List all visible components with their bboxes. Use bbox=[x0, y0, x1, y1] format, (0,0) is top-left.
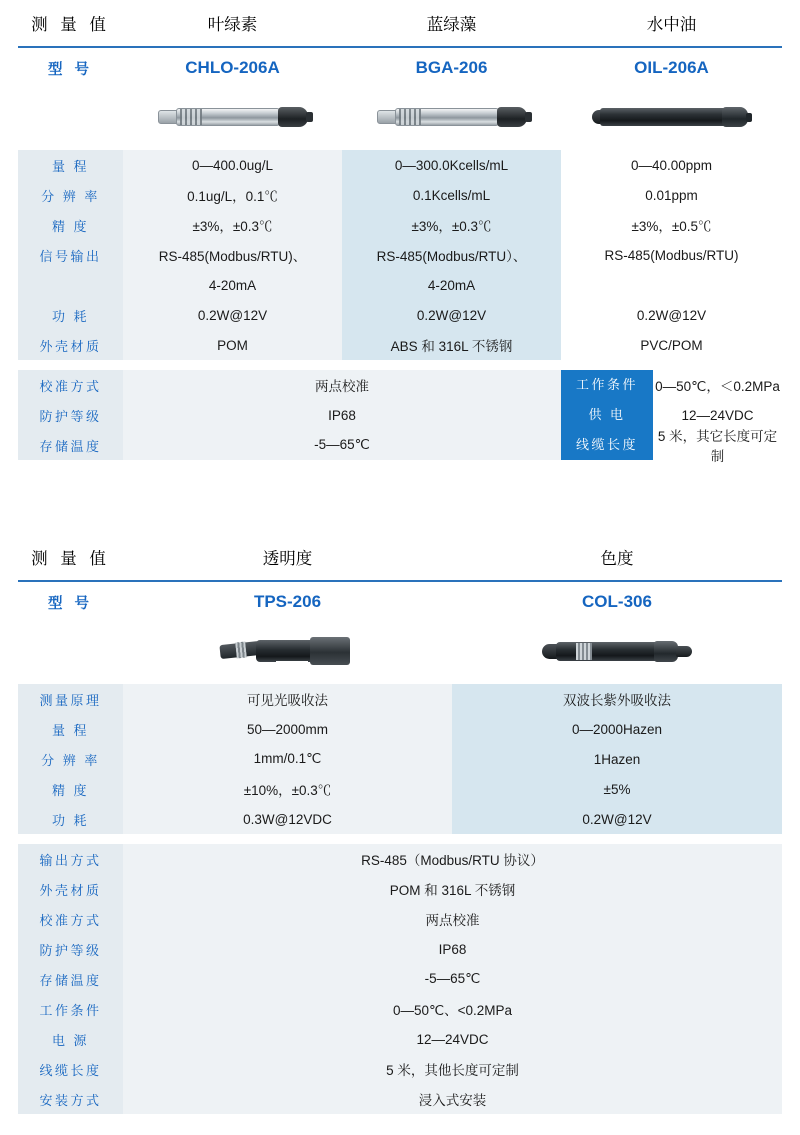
table2-merged-row-6 bbox=[18, 994, 782, 1024]
table1-spec-value-3-3: ±3%，±0.5℃ bbox=[561, 210, 782, 240]
table1-bottom-label-3: 存储温度 bbox=[18, 430, 123, 460]
table1-spec-value-3-1: ±3%，±0.3℃ bbox=[123, 210, 342, 240]
table2-merged-row-7 bbox=[18, 1024, 782, 1054]
table2-merged-value-2: POM 和 316L 不锈钢 bbox=[123, 874, 782, 904]
table1-spec-label-4: 信号输出 bbox=[18, 240, 123, 270]
table1-spec-value-1-1: 0—400.0ug/L bbox=[123, 150, 342, 180]
table2-merged-row-2 bbox=[18, 874, 782, 904]
spec-table-group-1 bbox=[18, 0, 782, 464]
table2-header-col-2: 色度 bbox=[600, 550, 634, 568]
table1-bottom-right-value-2: 12—24VDC bbox=[681, 407, 754, 423]
table2-spec-label-2: 量 程 bbox=[18, 714, 123, 744]
table2-merged-label-3: 校准方式 bbox=[18, 904, 123, 934]
colour-sensor-icon bbox=[542, 636, 692, 666]
table2-spec-value-1-2: 双波长紫外吸收法 bbox=[452, 684, 782, 714]
badge-working-condition: 工作条件 bbox=[561, 370, 653, 400]
table1-bottom-right-value-3: 5 米，其它长度可定制 bbox=[657, 429, 778, 464]
table2-spec-row-2 bbox=[18, 714, 782, 744]
table2-spec-label-3: 分 辨 率 bbox=[18, 744, 123, 774]
table2-merged-row-8 bbox=[18, 1054, 782, 1084]
table1-spec-value-6-3: 0.2W@12V bbox=[561, 300, 782, 330]
table1-spec-row-5 bbox=[18, 270, 782, 300]
table1-spec-label-6: 功 耗 bbox=[18, 300, 123, 330]
table1-model-label: 型 号 bbox=[47, 61, 94, 78]
table1-header-row bbox=[18, 0, 782, 46]
table1-spec-value-5-2: 4-20mA bbox=[342, 270, 561, 300]
table1-spec-value-3-2: ±3%，±0.3℃ bbox=[342, 210, 561, 240]
table2-model-value-2: COL-306 bbox=[582, 592, 652, 611]
table1-spec-row-2 bbox=[18, 180, 782, 210]
table1-product-image-3 bbox=[561, 88, 782, 150]
table2-model-value-1: TPS-206 bbox=[253, 592, 322, 611]
table2-merged-label-8: 线缆长度 bbox=[18, 1054, 123, 1084]
table1-spec-value-1-2: 0—300.0Kcells/mL bbox=[342, 150, 561, 180]
table1-spec-row-6 bbox=[18, 300, 782, 330]
table2-merged-row-5 bbox=[18, 964, 782, 994]
black-barrel-sensor-icon bbox=[592, 106, 752, 128]
table2-merged-row-3 bbox=[18, 904, 782, 934]
table1-spec-value-4-3: RS-485(Modbus/RTU) bbox=[561, 240, 782, 270]
table2-spec-value-2-1: 50—2000mm bbox=[123, 714, 452, 744]
table2-spec-value-3-1: 1mm/0.1℃ bbox=[123, 744, 452, 774]
table2-merged-label-7: 电 源 bbox=[18, 1024, 123, 1054]
table2-merged-label-9: 安装方式 bbox=[18, 1084, 123, 1114]
table2-merged-value-6: 0—50℃、<0.2MPa bbox=[123, 994, 782, 1024]
table1-spec-value-2-2: 0.1Kcells/mL bbox=[342, 180, 561, 210]
table2-merged-label-5: 存储温度 bbox=[18, 964, 123, 994]
table1-spec-value-2-3: 0.01ppm bbox=[561, 180, 782, 210]
table2-merged-value-9: 浸入式安装 bbox=[123, 1084, 782, 1114]
table1-spec-value-2-1: 0.1ug/L，0.1℃ bbox=[123, 180, 342, 210]
table2-merged-value-1: RS-485（Modbus/RTU 协议） bbox=[123, 844, 782, 874]
table1-spec-row-3 bbox=[18, 210, 782, 240]
table2-spec-row-1 bbox=[18, 684, 782, 714]
table1-spec-value-4-2: RS-485(Modbus/RTU）、 bbox=[342, 240, 561, 270]
table1-spec-label-1: 量 程 bbox=[18, 150, 123, 180]
table1-spec-label-7: 外壳材质 bbox=[18, 330, 123, 360]
table1-bottom-merged-2: IP68 bbox=[123, 400, 561, 430]
table1-spec-value-4-1: RS-485(Modbus/RTU)、 bbox=[123, 240, 342, 270]
table1-bottom-right-3 bbox=[561, 429, 782, 464]
table2-merged-label-6: 工作条件 bbox=[18, 994, 123, 1024]
table2-gap-row bbox=[18, 834, 782, 844]
badge-cable-length: 线缆长度 bbox=[561, 430, 653, 460]
table2-spec-label-4: 精 度 bbox=[18, 774, 123, 804]
table1-header-col-1: 叶绿素 bbox=[207, 16, 258, 34]
table1-bottom-right-value-1: 0—50℃，＜0.2MPa bbox=[655, 379, 780, 394]
table1-bottom-right-1 bbox=[561, 370, 782, 400]
table1-spec-value-5-3 bbox=[561, 270, 782, 300]
table2-product-image-2 bbox=[452, 622, 782, 684]
table1-gap-row bbox=[18, 360, 782, 370]
table1-model-value-2: BGA-206 bbox=[415, 58, 488, 77]
table1-spec-value-7-3: PVC/POM bbox=[561, 330, 782, 360]
table2-spec-label-1: 测量原理 bbox=[18, 684, 123, 714]
table2-image-row bbox=[18, 622, 782, 684]
table1-model-row bbox=[18, 48, 782, 88]
table2-product-image-1 bbox=[123, 622, 452, 684]
table1-image-row bbox=[18, 88, 782, 150]
table2-merged-value-8: 5 米，其他长度可定制 bbox=[123, 1054, 782, 1084]
transparency-sensor-icon bbox=[218, 631, 358, 671]
table1-spec-row-4 bbox=[18, 240, 782, 270]
table1-spec-value-5-1: 4-20mA bbox=[123, 270, 342, 300]
table1-spec-value-6-1: 0.2W@12V bbox=[123, 300, 342, 330]
table1-spec-label-2: 分 辨 率 bbox=[18, 180, 123, 210]
table1-spec-value-1-3: 0—40.00ppm bbox=[561, 150, 782, 180]
table1-spec-label-3: 精 度 bbox=[18, 210, 123, 240]
table2-merged-value-4: IP68 bbox=[123, 934, 782, 964]
table2-merged-row-1 bbox=[18, 844, 782, 874]
table1-spec-row-1 bbox=[18, 150, 782, 180]
table1-image-label-spacer bbox=[18, 88, 123, 150]
steel-barrel-sensor-icon bbox=[377, 106, 527, 128]
table2-model-label: 型 号 bbox=[47, 595, 94, 612]
table1-bottom-label-2: 防护等级 bbox=[18, 400, 123, 430]
table1-bottom-row-1 bbox=[18, 370, 782, 400]
table1-spec-value-6-2: 0.2W@12V bbox=[342, 300, 561, 330]
table1-header-label: 测 量 值 bbox=[31, 16, 110, 34]
table2-merged-value-5: -5—65℃ bbox=[123, 964, 782, 994]
section-spacer bbox=[18, 460, 782, 534]
table2-merged-label-4: 防护等级 bbox=[18, 934, 123, 964]
table2-spec-value-5-2: 0.2W@12V bbox=[452, 804, 782, 834]
table1-header-col-2: 蓝绿藻 bbox=[426, 16, 477, 34]
table2-spec-value-5-1: 0.3W@12VDC bbox=[123, 804, 452, 834]
table2-spec-label-5: 功 耗 bbox=[18, 804, 123, 834]
table1-model-value-1: CHLO-206A bbox=[185, 58, 280, 77]
table1-product-image-2 bbox=[342, 88, 561, 150]
table1-bottom-merged-3: -5—65℃ bbox=[123, 430, 561, 460]
table1-bottom-label-1: 校准方式 bbox=[18, 370, 123, 400]
table1-spec-value-7-2: ABS 和 316L 不锈钢 bbox=[342, 330, 561, 360]
badge-power-supply: 供 电 bbox=[561, 400, 653, 430]
spec-table-group-2 bbox=[18, 534, 782, 1114]
table2-spec-value-1-1: 可见光吸收法 bbox=[123, 684, 452, 714]
table1-spec-row-7 bbox=[18, 330, 782, 360]
table2-image-label-spacer bbox=[18, 622, 123, 684]
table2-spec-row-3 bbox=[18, 744, 782, 774]
table2-spec-value-4-1: ±10%，±0.3℃ bbox=[123, 774, 452, 804]
table2-merged-label-2: 外壳材质 bbox=[18, 874, 123, 904]
table2-spec-row-5 bbox=[18, 804, 782, 834]
table2-header-row bbox=[18, 534, 782, 580]
table2-header-label: 测 量 值 bbox=[31, 550, 110, 568]
table2-header-col-1: 透明度 bbox=[262, 550, 313, 568]
table2-spec-value-3-2: 1Hazen bbox=[452, 744, 782, 774]
table2-spec-row-4 bbox=[18, 774, 782, 804]
table2-merged-value-3: 两点校准 bbox=[123, 904, 782, 934]
table2-spec-value-4-2: ±5% bbox=[452, 774, 782, 804]
table1-header-col-3: 水中油 bbox=[646, 16, 697, 34]
table2-merged-value-7: 12—24VDC bbox=[123, 1024, 782, 1054]
table1-bottom-row-3 bbox=[18, 430, 782, 460]
table1-bottom-merged-1: 两点校准 bbox=[123, 370, 561, 400]
table1-spec-value-7-1: POM bbox=[123, 330, 342, 360]
table2-merged-row-9 bbox=[18, 1084, 782, 1114]
table1-product-image-1 bbox=[123, 88, 342, 150]
table2-merged-row-4 bbox=[18, 934, 782, 964]
table1-model-value-3: OIL-206A bbox=[634, 58, 709, 77]
table1-spec-label-5 bbox=[18, 270, 123, 300]
steel-barrel-sensor-icon bbox=[158, 106, 308, 128]
table2-model-row bbox=[18, 582, 782, 622]
table2-merged-label-1: 输出方式 bbox=[18, 844, 123, 874]
table2-spec-value-2-2: 0—2000Hazen bbox=[452, 714, 782, 744]
